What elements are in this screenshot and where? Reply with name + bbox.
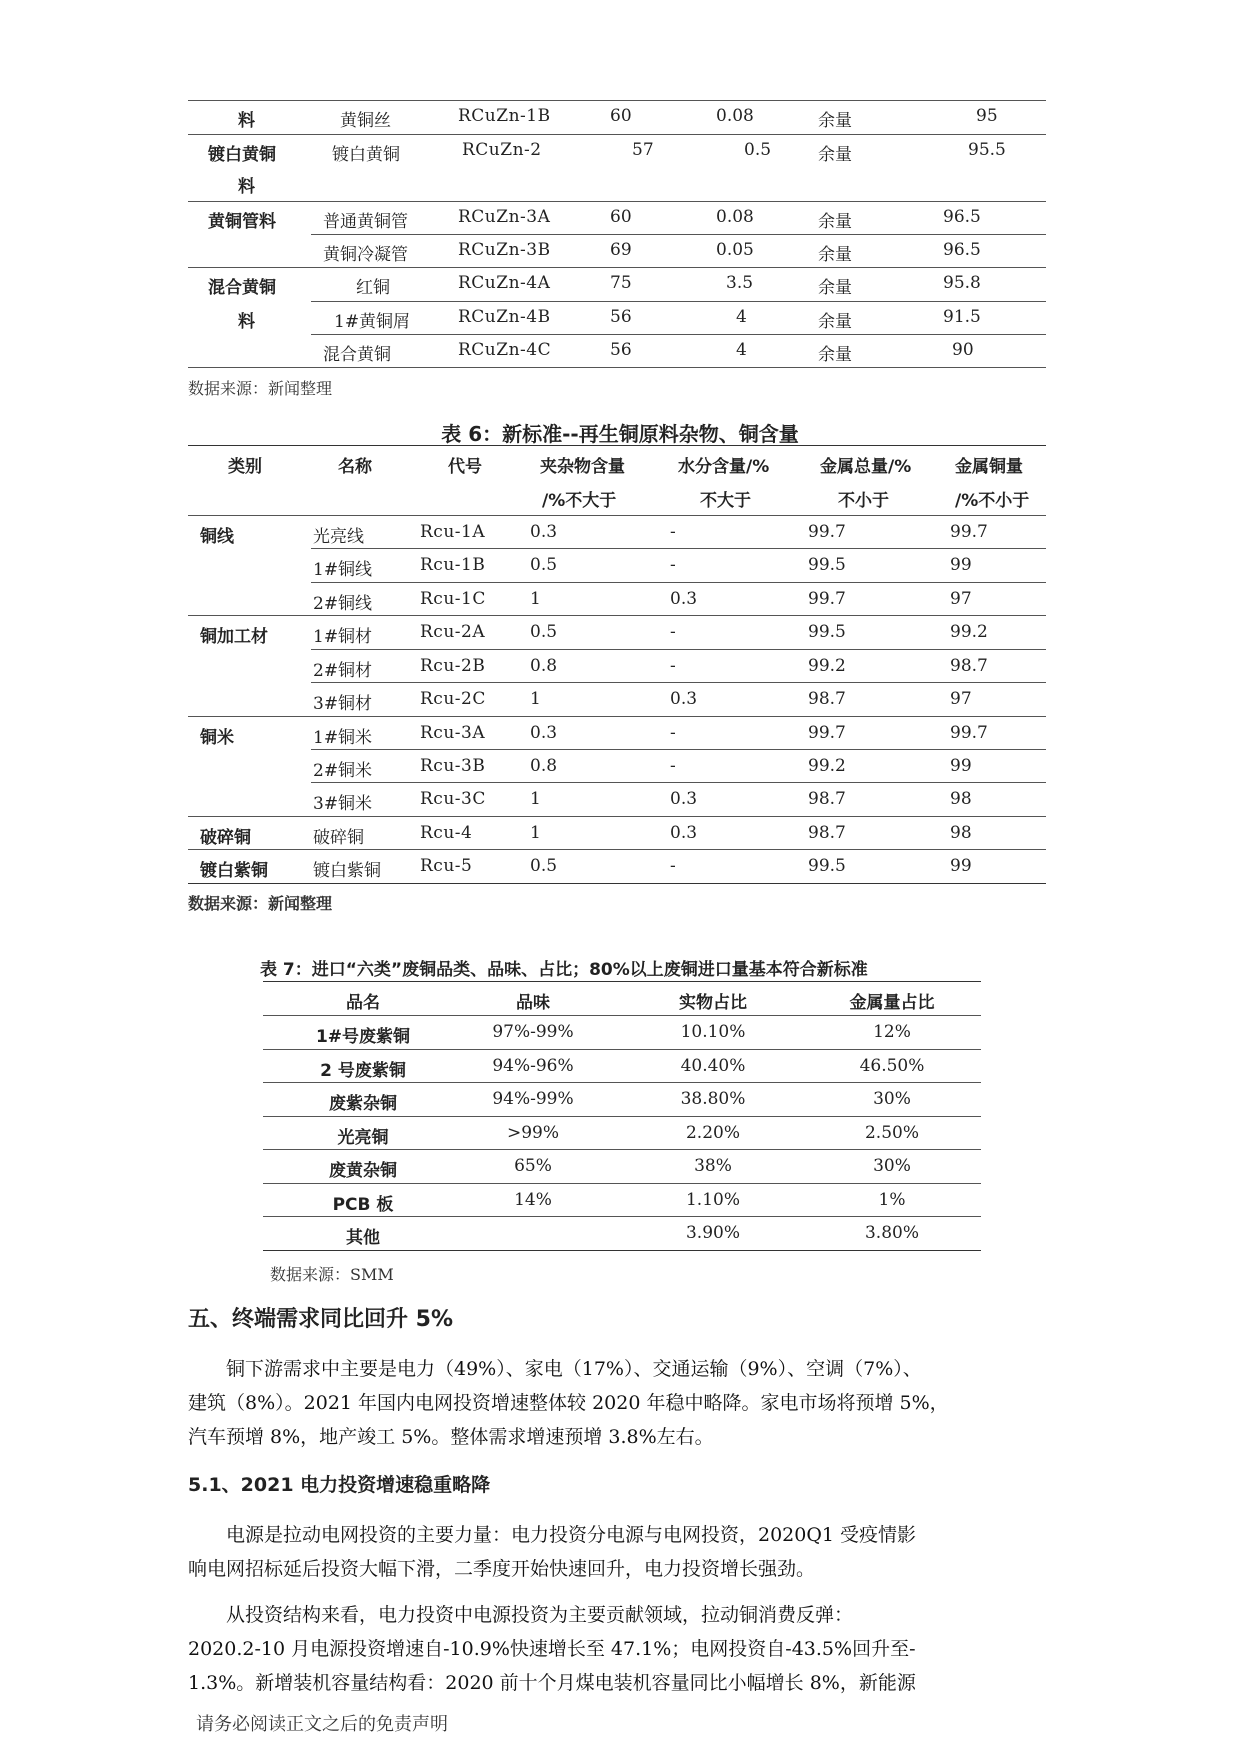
paragraph-line: 铜下游需求中主要是电力（49%）、家电（17%）、交通运输（9%）、空调（7%）、	[226, 1358, 922, 1380]
table-cell-value: 1%	[878, 1190, 906, 1210]
table6-header: 不大于	[700, 491, 751, 511]
table7-title: 表 7：进口“六类”废铜品类、品味、占比；80%以上废铜进口量基本符合新标准	[260, 960, 868, 980]
table-cell-value: 0.3	[530, 723, 558, 743]
paragraph-line: 1.3%。新增装机容量结构看：2020 前十个月煤电装机容量同比小幅增长 8%，新能源	[188, 1672, 916, 1694]
table-cell-code: RCuZn-4A	[458, 273, 551, 293]
table-cell-value: 57	[632, 140, 654, 160]
table-cell-value: 90	[952, 340, 974, 360]
paragraph-line: 电源是拉动电网投资的主要力量：电力投资分电源与电网投资，2020Q1 受疫情影	[226, 1524, 917, 1546]
table-cell-name: 普通黄铜管	[323, 212, 408, 232]
table-cell-value: 1.10%	[685, 1190, 740, 1210]
table-cell-value: 60	[610, 106, 632, 126]
table-cell-value: 46.50%	[859, 1056, 925, 1076]
footer-disclaimer: 请务必阅读正文之后的免责声明	[196, 1714, 448, 1735]
table-cell-value: 0.08	[716, 207, 754, 227]
table-cell-value: 99.2	[808, 656, 846, 676]
table-cell-value: 0.8	[530, 656, 558, 676]
table-cell-value: 95.8	[943, 273, 981, 293]
table-cell-name: 黄铜冷凝管	[323, 245, 408, 265]
table-cell-value: 99.5	[808, 555, 846, 575]
table-cell-value: 0.8	[530, 756, 558, 776]
table-cell-value: -	[670, 622, 676, 642]
table-cell-name: 黄铜丝	[340, 111, 391, 131]
table-cell-value: 98.7	[808, 789, 846, 809]
table-cell-code: RCuZn-4C	[458, 340, 552, 360]
table-cell-value: 12%	[873, 1022, 911, 1042]
table-cell-name: 3#铜材	[313, 694, 373, 714]
table-cell-value: 0.3	[670, 689, 698, 709]
table-cell-value: 99.7	[808, 522, 846, 542]
table-cell-value: 91.5	[943, 307, 981, 327]
table-cell-value: 97	[950, 589, 972, 609]
table-cell-code: RCuZn-3B	[458, 240, 551, 260]
table-cell-value: 0.5	[530, 856, 558, 876]
table-cell-value: 75	[610, 273, 632, 293]
table-cell-value: 40.40%	[680, 1056, 746, 1076]
table-cell-value: -	[670, 856, 676, 876]
paragraph-line: 建筑（8%）。2021 年国内电网投资增速整体较 2020 年稳中略降。家电市场将预增 5%，	[188, 1392, 949, 1414]
table-cell-value: 38.80%	[680, 1089, 746, 1109]
table-cell-value: 余量	[818, 278, 852, 298]
table-cell-value: 38%	[694, 1156, 732, 1176]
table-cell-value: 98	[950, 823, 972, 843]
table-cell-name: 2#铜米	[313, 761, 373, 781]
table7-header: 实物占比	[679, 993, 747, 1013]
table-cell-code: RCuZn-2	[462, 140, 542, 160]
table-cell-code: Rcu-3C	[420, 789, 486, 809]
table-cell-value: 1	[530, 789, 541, 809]
table-cell-name: 1#铜线	[313, 560, 373, 580]
table-cell-value: 0.3	[670, 589, 698, 609]
table-cell-value: 4	[736, 340, 747, 360]
table-cell-value: 95.5	[968, 140, 1006, 160]
table-cell-value: 3.80%	[864, 1223, 919, 1243]
table7-source: 数据来源：SMM	[270, 1265, 394, 1284]
table-cell-name: PCB 板	[332, 1195, 394, 1215]
table-cell-value: 3.5	[726, 273, 754, 293]
table-cell-value: -	[670, 555, 676, 575]
table-cell-value: 0.3	[670, 823, 698, 843]
table-cell-value: 余量	[818, 145, 852, 165]
table6-header: 名称	[338, 457, 372, 477]
table-cell-name: 光亮铜	[337, 1128, 389, 1148]
table-cell-name: 1#铜米	[313, 728, 373, 748]
table-cell-value: 14%	[514, 1190, 552, 1210]
table-cell-value: 0.3	[530, 522, 558, 542]
table-cell-category: 铜米	[200, 728, 234, 748]
table7-header: 品味	[516, 993, 550, 1013]
table-cell-name: 1#号废紫铜	[315, 1027, 411, 1047]
table-cell-name: 镀白紫铜	[313, 861, 381, 881]
table-cell-name: 2#铜线	[313, 594, 373, 614]
table-cell-value: 余量	[818, 212, 852, 232]
table-cell-category: 铜加工材	[200, 627, 268, 647]
table-cell-value: 96.5	[943, 240, 981, 260]
table-cell-name: 2 号废紫铜	[320, 1061, 406, 1081]
table6-header: /%不小于	[955, 491, 1030, 511]
table-cell-value: 1	[530, 689, 541, 709]
table6-header: 不小于	[838, 491, 889, 511]
table-cell-value: -	[670, 723, 676, 743]
table-cell-value: 0.5	[744, 140, 772, 160]
table-cell-value: -	[670, 656, 676, 676]
table-cell-name: 其他	[346, 1228, 380, 1248]
table6-header: 代号	[448, 457, 482, 477]
table-cell-name: 3#铜米	[313, 794, 373, 814]
table6-title: 表 6：新标准--再生铜原料杂物、铜含量	[441, 422, 799, 446]
table-cell-name: 红铜	[356, 278, 390, 298]
table-cell-value: 99.5	[808, 856, 846, 876]
table-cell-code: RCuZn-1B	[458, 106, 551, 126]
table-cell-value: 1	[530, 823, 541, 843]
table-cell-code: Rcu-1B	[420, 555, 486, 575]
paragraph-line: 响电网招标延后投资大幅下滑，二季度开始快速回升，电力投资增长强劲。	[188, 1558, 816, 1580]
table-cell-value: 30%	[873, 1156, 911, 1176]
table-cell-code: RCuZn-3A	[458, 207, 551, 227]
table7-header: 金属量占比	[849, 993, 935, 1013]
table-cell-value: 99.7	[808, 723, 846, 743]
table-cell-value: 99.7	[950, 522, 988, 542]
table6-header: 金属总量/%	[820, 457, 912, 477]
table-cell-category: 镀白黄铜	[208, 145, 276, 165]
table-cell-name: 废黄杂铜	[329, 1161, 397, 1181]
table-cell-name: 破碎铜	[313, 828, 364, 848]
table-cell-code: RCuZn-4B	[458, 307, 551, 327]
table-cell-code: Rcu-3A	[420, 723, 486, 743]
table-cell-value: 99	[950, 555, 972, 575]
table-cell-value: 99.2	[950, 622, 988, 642]
table-cell-value: 3.90%	[685, 1223, 740, 1243]
table-cell-category: 料	[238, 111, 255, 131]
table-cell-name: 1#铜材	[313, 627, 373, 647]
table-cell-name: 2#铜材	[313, 661, 373, 681]
table-cell-value: 2.50%	[864, 1123, 919, 1143]
table-cell-value: 69	[610, 240, 632, 260]
table-cell-code: Rcu-5	[420, 856, 473, 876]
table-cell-value: 余量	[818, 245, 852, 265]
table-cell-value: 2.20%	[685, 1123, 740, 1143]
table-cell-value: 0.08	[716, 106, 754, 126]
table-cell-category: 料	[238, 312, 255, 332]
table-cell-category: 料	[238, 177, 255, 197]
table-cell-value: 99	[950, 856, 972, 876]
table-cell-code: Rcu-1C	[420, 589, 486, 609]
table-cell-category: 破碎铜	[200, 828, 251, 848]
table-cell-name: 镀白黄铜	[332, 145, 400, 165]
table-cell-category: 镀白紫铜	[200, 861, 268, 881]
paragraph-line: 汽车预增 8%，地产竣工 5%。整体需求增速预增 3.8%左右。	[188, 1426, 714, 1448]
table-cell-value: 99.2	[808, 756, 846, 776]
table-cell-value: 56	[610, 340, 632, 360]
subsection-heading: 5.1、2021 电力投资增速稳重略降	[188, 1474, 491, 1496]
table-cell-value: 65%	[514, 1156, 552, 1176]
table-cell-value: 99.7	[808, 589, 846, 609]
table-cell-value: 97	[950, 689, 972, 709]
table-cell-value: 0.05	[716, 240, 754, 260]
table7-header: 品名	[346, 993, 380, 1013]
table6-header: 夹杂物含量	[540, 457, 625, 477]
table-cell-code: Rcu-2C	[420, 689, 486, 709]
table6-header: /%不大于	[542, 491, 617, 511]
table-cell-value: 98.7	[808, 823, 846, 843]
table-cell-value: 60	[610, 207, 632, 227]
table-cell-value: 余量	[818, 111, 852, 131]
table-cell-name: 混合黄铜	[323, 345, 391, 365]
table-cell-category: 铜线	[200, 527, 234, 547]
table-cell-name: 光亮线	[313, 527, 364, 547]
table6-header: 类别	[228, 457, 262, 477]
table-cell-value: 97%-99%	[492, 1022, 574, 1042]
table-cell-value: 94%-99%	[492, 1089, 574, 1109]
table6-header: 水分含量/%	[678, 457, 770, 477]
table-cell-value: 96.5	[943, 207, 981, 227]
table-cell-value: 99.7	[950, 723, 988, 743]
table-cell-name: 1#黄铜屑	[334, 312, 411, 332]
section-heading: 五、终端需求同比回升 5%	[188, 1307, 454, 1332]
table-cell-value: 4	[736, 307, 747, 327]
table-cell-value: 10.10%	[680, 1022, 746, 1042]
table-cell-value: 0.5	[530, 622, 558, 642]
table6-source: 数据来源：新闻整理	[188, 894, 333, 913]
table5-source: 数据来源：新闻整理	[188, 379, 333, 398]
table-cell-code: Rcu-2A	[420, 622, 486, 642]
paragraph-line: 2020.2-10 月电源投资增速自-10.9%快速增长至 47.1%；电网投资自-43.5%回升至-	[188, 1638, 916, 1660]
table-cell-value: 1	[530, 589, 541, 609]
table-cell-code: Rcu-3B	[420, 756, 486, 776]
table-cell-code: Rcu-4	[420, 823, 473, 843]
table-cell-value: 98.7	[808, 689, 846, 709]
table-cell-value: 94%-96%	[492, 1056, 574, 1076]
table-cell-code: Rcu-1A	[420, 522, 486, 542]
table-cell-value: 99	[950, 756, 972, 776]
table-cell-value: -	[670, 756, 676, 776]
table-cell-value: 98	[950, 789, 972, 809]
table-cell-value: 30%	[873, 1089, 911, 1109]
table-cell-category: 黄铜管料	[208, 212, 276, 232]
table6-header: 金属铜量	[955, 457, 1023, 477]
table-cell-value: 56	[610, 307, 632, 327]
table-cell-value: 余量	[818, 345, 852, 365]
table-cell-value: 95	[976, 106, 998, 126]
table-cell-value: 98.7	[950, 656, 988, 676]
table-cell-value: -	[670, 522, 676, 542]
table-cell-value: 0.3	[670, 789, 698, 809]
table-cell-code: Rcu-2B	[420, 656, 486, 676]
table-cell-name: 废紫杂铜	[329, 1094, 397, 1114]
table-cell-value: 0.5	[530, 555, 558, 575]
table-cell-value: 99.5	[808, 622, 846, 642]
table-cell-value: 余量	[818, 312, 852, 332]
table-cell-value: >99%	[506, 1123, 560, 1143]
paragraph-line: 从投资结构来看，电力投资中电源投资为主要贡献领域，拉动铜消费反弹：	[226, 1604, 854, 1626]
table-cell-category: 混合黄铜	[208, 278, 276, 298]
